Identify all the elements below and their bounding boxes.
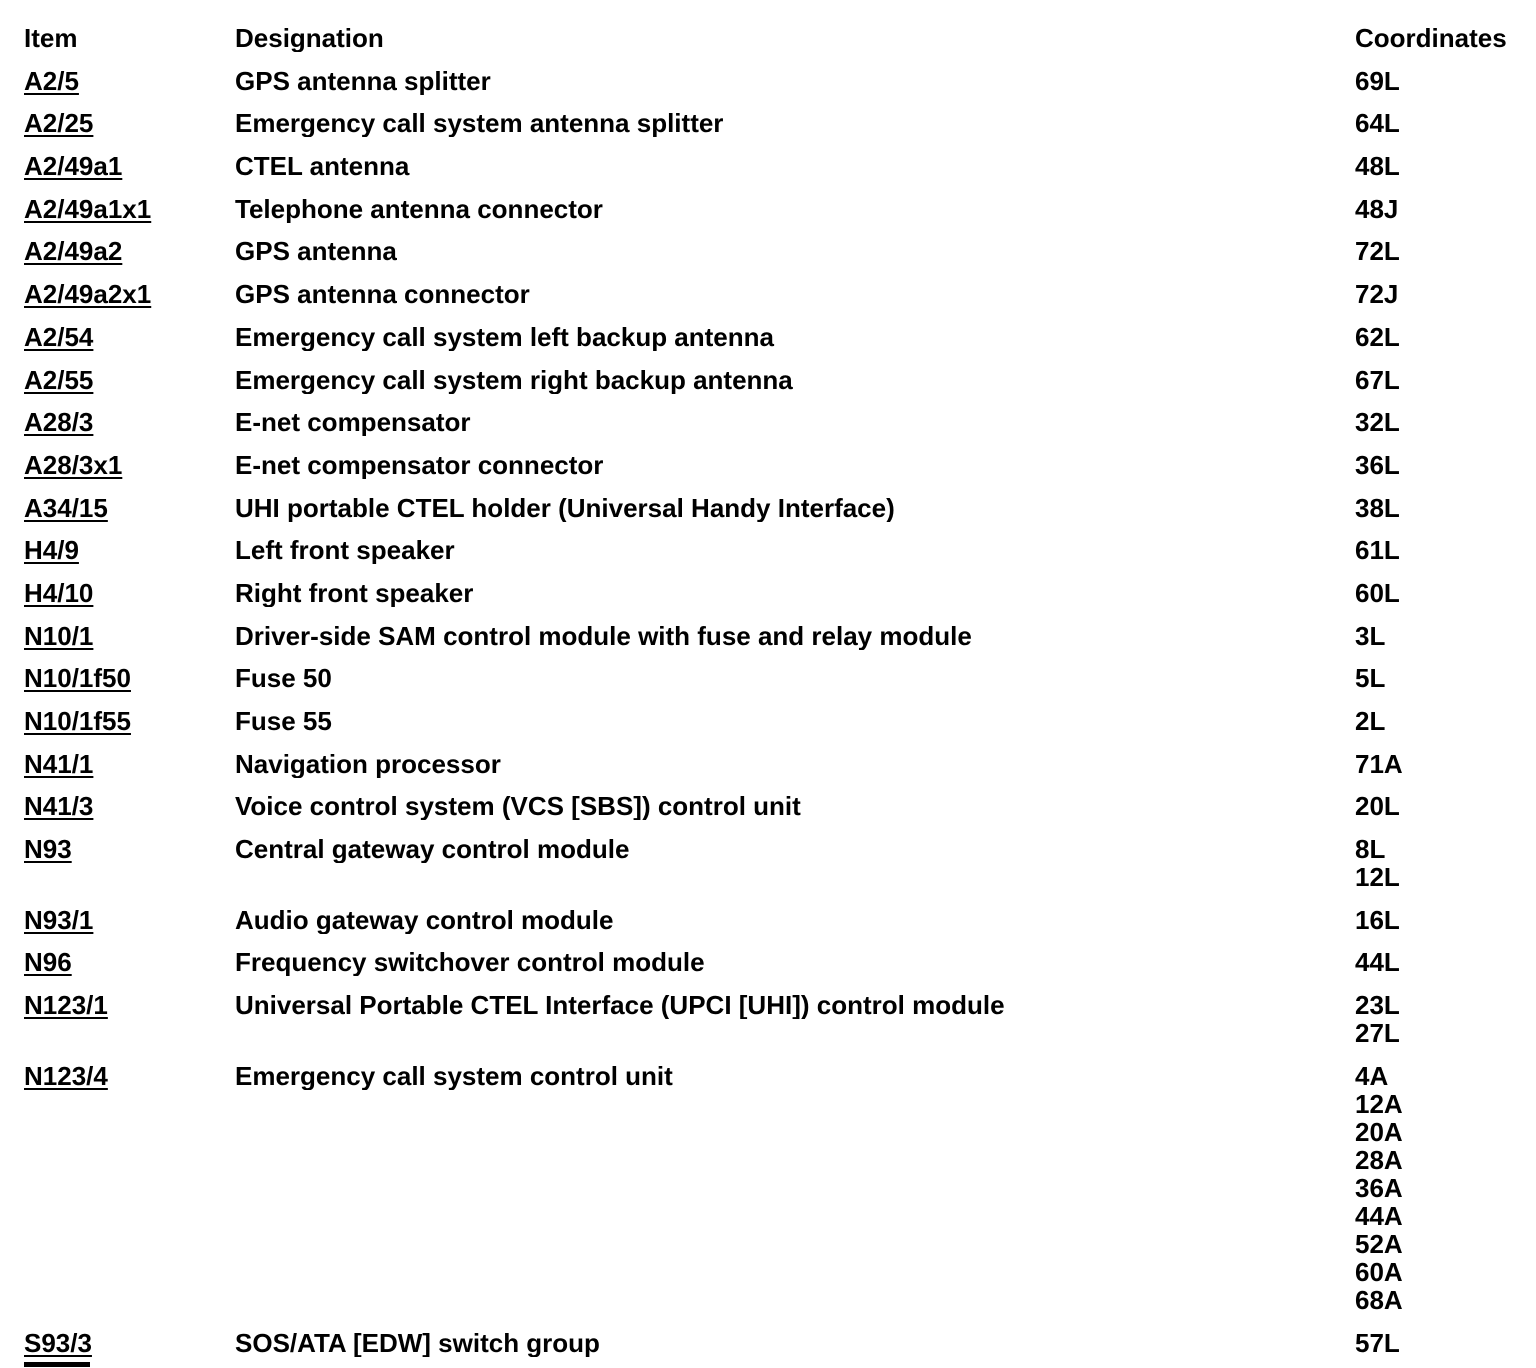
- coordinate-value: 2L: [1355, 706, 1386, 736]
- item-cell: [24, 664, 235, 692]
- designation-text: Fuse 50: [235, 664, 332, 693]
- designation-text: Right front speaker: [235, 578, 474, 607]
- designation-text: Navigation processor: [235, 749, 501, 778]
- coordinates-cell: [1355, 1329, 1512, 1357]
- coordinate-value: 52A: [1355, 1228, 1403, 1259]
- table-body: [24, 67, 1536, 1357]
- designation-text: Central gateway control module: [235, 835, 630, 864]
- item-code-link[interactable]: A2/55: [24, 364, 94, 395]
- designation-text: CTEL antenna: [235, 152, 410, 181]
- item-cell: [24, 323, 235, 351]
- coordinate-value: 60A: [1355, 1256, 1403, 1287]
- coordinate-value: 60L: [1355, 577, 1400, 608]
- designation-text: Audio gateway control module: [235, 905, 614, 934]
- coordinate-value: 4A: [1355, 1060, 1389, 1091]
- item-cell: [24, 152, 235, 180]
- item-code-link[interactable]: A28/3x1: [24, 449, 123, 480]
- item-cell: [24, 237, 235, 265]
- item-cell: [24, 948, 235, 976]
- designation-text: Left front speaker: [235, 536, 455, 565]
- item-cell: [24, 579, 235, 607]
- item-code-link[interactable]: A2/49a2x1: [24, 279, 152, 310]
- coordinates-cell: [1355, 67, 1512, 95]
- column-header-item: Item: [24, 23, 78, 53]
- item-code-link[interactable]: N10/1f55: [24, 706, 131, 736]
- item-cell: [24, 109, 235, 137]
- coordinates-cell: [1355, 536, 1512, 564]
- table-row: [24, 366, 1536, 394]
- coordinate-value: 44A: [1355, 1200, 1403, 1231]
- coordinate-value: 36L: [1355, 449, 1400, 480]
- table-row: [24, 1062, 1536, 1314]
- coordinate-value: 36A: [1355, 1172, 1403, 1203]
- coordinates-cell: [1355, 1062, 1512, 1314]
- table-row: [24, 1329, 1536, 1357]
- designation-text: Fuse 55: [235, 707, 332, 735]
- coordinate-value: 48J: [1355, 193, 1399, 224]
- item-cell: [24, 792, 235, 820]
- designation-text: Universal Portable CTEL Interface (UPCI [UHI]) control module: [235, 991, 1005, 1020]
- designation-text: Telephone antenna connector: [235, 194, 603, 223]
- item-code-link[interactable]: A2/49a2: [24, 236, 123, 267]
- designation-text: Emergency call system left backup antenna: [235, 322, 774, 351]
- item-code-link[interactable]: A2/25: [24, 108, 94, 139]
- item-code-link[interactable]: A28/3: [24, 407, 94, 438]
- item-cell: [24, 366, 235, 394]
- coordinate-value: 12A: [1355, 1088, 1403, 1119]
- item-code-link[interactable]: H4/9: [24, 535, 79, 566]
- item-code-link[interactable]: N10/1: [24, 620, 94, 651]
- column-header-designation: Designation: [235, 24, 384, 52]
- item-cell: [24, 451, 235, 479]
- table-row: [24, 750, 1536, 778]
- column-header-coordinates: Coordinates: [1355, 23, 1507, 53]
- designation-text: SOS/ATA [EDW] switch group: [235, 1328, 600, 1357]
- designation-text: GPS antenna connector: [235, 280, 530, 309]
- table-row: [24, 494, 1536, 522]
- coordinate-value: 68A: [1355, 1284, 1403, 1315]
- coordinate-value: 20A: [1355, 1116, 1403, 1147]
- coordinates-cell: [1355, 835, 1512, 891]
- item-code-link[interactable]: A34/15: [24, 492, 108, 523]
- item-cell: [24, 835, 235, 863]
- table-row: [24, 323, 1536, 351]
- designation-text: GPS antenna splitter: [235, 66, 491, 95]
- item-code-link[interactable]: A2/49a1x1: [24, 193, 152, 224]
- coordinates-cell: [1355, 906, 1512, 934]
- designation-text: E-net compensator: [235, 408, 471, 437]
- item-code-link[interactable]: N93: [24, 834, 72, 865]
- coordinates-cell: [1355, 451, 1512, 479]
- item-code-link[interactable]: N10/1f50: [24, 663, 131, 694]
- table-row: [24, 906, 1536, 934]
- item-code-link[interactable]: N93/1: [24, 904, 94, 935]
- designation-text: Emergency call system right backup antenna: [235, 365, 793, 394]
- item-cell: [24, 195, 235, 223]
- item-code-link[interactable]: N123/4: [24, 1060, 108, 1091]
- coordinate-value: 28A: [1355, 1144, 1403, 1175]
- coordinates-cell: [1355, 109, 1512, 137]
- table-row: [24, 707, 1536, 735]
- item-cell: [24, 1062, 235, 1090]
- coordinates-cell: [1355, 750, 1512, 778]
- coordinate-value: 72L: [1355, 236, 1400, 267]
- designation-text: Emergency call system control unit: [235, 1061, 673, 1090]
- item-cell: [24, 622, 235, 650]
- item-code-link[interactable]: N96: [24, 947, 72, 978]
- coordinates-cell: [1355, 237, 1512, 265]
- coordinate-value: 61L: [1355, 535, 1400, 566]
- designation-text: E-net compensator connector: [235, 450, 604, 479]
- designation-text: GPS antenna: [235, 237, 397, 266]
- item-cell: [24, 280, 235, 308]
- table-row: [24, 579, 1536, 607]
- item-cell: [24, 494, 235, 522]
- coordinates-cell: [1355, 280, 1512, 308]
- item-cell: [24, 536, 235, 564]
- coordinate-value: 44L: [1355, 947, 1400, 978]
- coordinates-cell: [1355, 707, 1512, 735]
- coordinate-value: 27L: [1355, 1018, 1400, 1049]
- coordinate-value: 62L: [1355, 321, 1400, 352]
- table-row: [24, 152, 1536, 180]
- table-row: [24, 664, 1536, 692]
- coordinates-cell: [1355, 622, 1512, 650]
- coordinate-value: 20L: [1355, 791, 1400, 822]
- item-code-link[interactable]: S93/3: [24, 1327, 92, 1358]
- coordinate-value: 57L: [1355, 1327, 1400, 1358]
- coordinate-value: 23L: [1355, 990, 1400, 1021]
- coordinate-value: 3L: [1355, 620, 1386, 651]
- coordinate-value: 38L: [1355, 492, 1400, 523]
- coordinate-value: 5L: [1355, 663, 1386, 694]
- item-code-link[interactable]: N41/3: [24, 791, 94, 822]
- designation-text: Driver-side SAM control module with fuse and relay module: [235, 621, 972, 650]
- coordinates-cell: [1355, 664, 1512, 692]
- designation-text: Emergency call system antenna splitter: [235, 109, 724, 138]
- designation-text: Frequency switchover control module: [235, 948, 705, 977]
- table-row: [24, 536, 1536, 564]
- item-code-link[interactable]: A2/5: [24, 65, 79, 96]
- item-cell: [24, 750, 235, 778]
- designation-text: Voice control system (VCS [SBS]) control unit: [235, 792, 801, 821]
- item-cell: [24, 906, 235, 934]
- designation-text: UHI portable CTEL holder (Universal Handy Interface): [235, 493, 895, 522]
- table-row: [24, 451, 1536, 479]
- coordinates-cell: [1355, 991, 1512, 1047]
- item-cell: [24, 707, 235, 735]
- coordinates-cell: [1355, 792, 1512, 820]
- coordinates-cell: [1355, 323, 1512, 351]
- coordinate-value: 48L: [1355, 151, 1400, 182]
- item-cell: [24, 1329, 235, 1357]
- item-code-link[interactable]: N123/1: [24, 990, 108, 1021]
- table-row: [24, 792, 1536, 820]
- coordinate-value: 64L: [1355, 108, 1400, 139]
- coordinate-value: 32L: [1355, 407, 1400, 438]
- item-code-link[interactable]: H4/10: [24, 577, 94, 608]
- table-header-row: [24, 24, 1536, 52]
- table-row: [24, 408, 1536, 436]
- item-code-link[interactable]: A2/54: [24, 321, 94, 352]
- item-cell: [24, 67, 235, 95]
- coordinate-value: 72J: [1355, 279, 1399, 310]
- coordinate-value: 16L: [1355, 904, 1400, 935]
- table-row: [24, 991, 1536, 1047]
- table-row: [24, 280, 1536, 308]
- coordinates-cell: [1355, 152, 1512, 180]
- coordinate-value: 12L: [1355, 862, 1400, 893]
- coordinate-value: 69L: [1355, 65, 1400, 96]
- table-row: [24, 195, 1536, 223]
- table-row: [24, 67, 1536, 95]
- coordinates-cell: [1355, 366, 1512, 394]
- table-row: [24, 835, 1536, 891]
- clipped-next-row-fragment: [24, 1362, 90, 1367]
- item-code-link[interactable]: A2/49a1: [24, 151, 123, 182]
- coordinates-cell: [1355, 948, 1512, 976]
- coordinate-value: 71A: [1355, 748, 1403, 779]
- coordinate-value: 8L: [1355, 834, 1386, 865]
- table-row: [24, 109, 1536, 137]
- item-code-link[interactable]: N41/1: [24, 748, 94, 779]
- coordinate-value: 67L: [1355, 364, 1400, 395]
- table-row: [24, 237, 1536, 265]
- table-row: [24, 948, 1536, 976]
- coordinates-cell: [1355, 579, 1512, 607]
- coordinates-cell: [1355, 408, 1512, 436]
- item-cell: [24, 408, 235, 436]
- coordinates-cell: [1355, 494, 1512, 522]
- table-row: [24, 622, 1536, 650]
- item-cell: [24, 991, 235, 1019]
- coordinates-cell: [1355, 195, 1512, 223]
